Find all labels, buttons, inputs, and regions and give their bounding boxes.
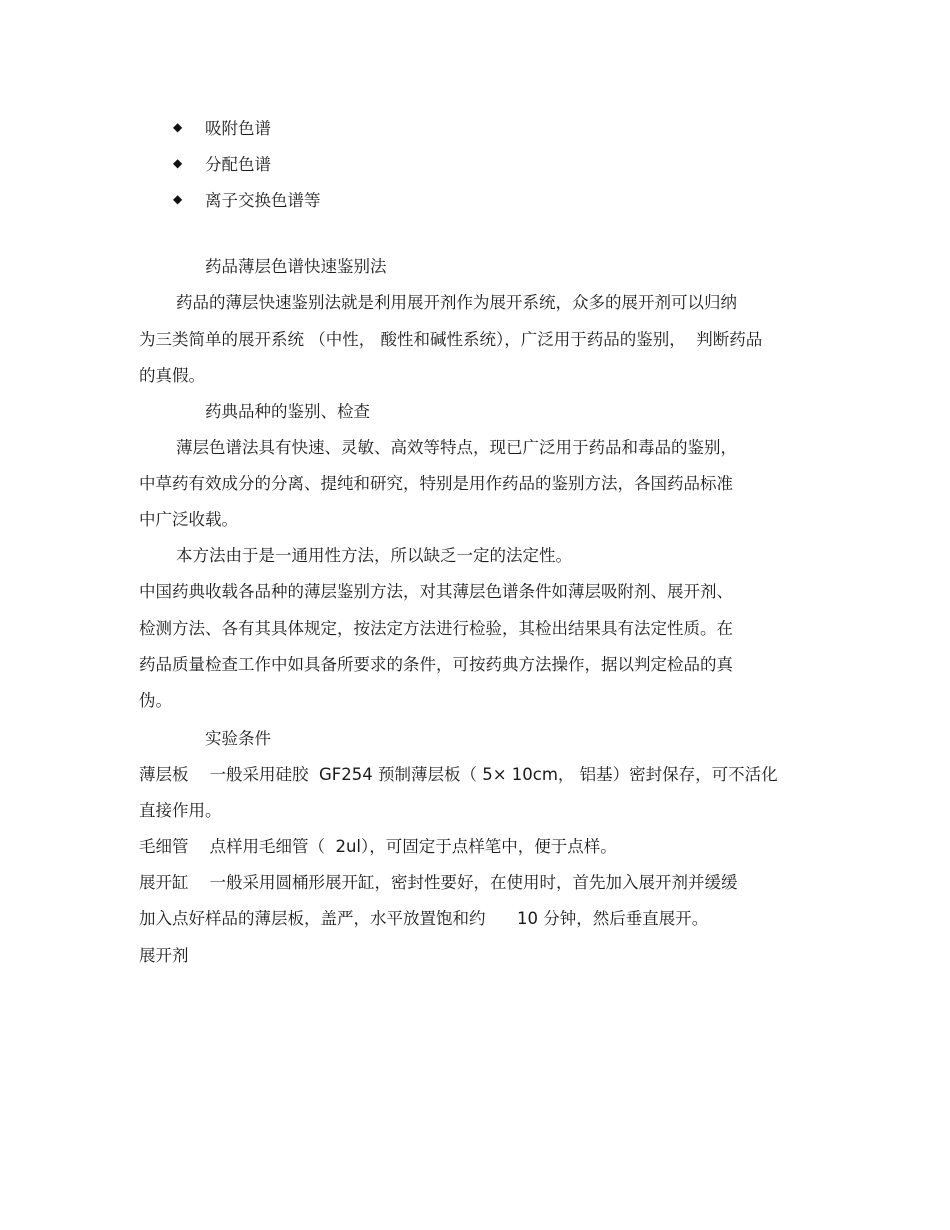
paragraph-line: 中广泛收载。	[139, 510, 238, 529]
section-heading: 药品薄层色谱快速鉴别法	[205, 257, 387, 276]
paragraph-line: 为三类简单的展开系统 （中性， 酸性和碱性系统），广泛用于药品的鉴别， 判断药品	[139, 330, 763, 349]
bullet-item	[173, 189, 321, 209]
paragraph-line: 中草药有效成分的分离、提纯和研究，特别是用作药品的鉴别方法，各国药品标准	[139, 474, 733, 493]
paragraph-line: 药品的薄层快速鉴别法就是利用展开剂作为展开系统，众多的展开剂可以归纳	[176, 293, 737, 312]
paragraph-line: 中国药典收载各品种的薄层鉴别方法，对其薄层色谱条件如薄层吸附剂、展开剂、	[139, 582, 733, 601]
bullet-text: 离子交换色谱等	[205, 191, 321, 210]
paragraph-line: 检测方法、各有其具体规定，按法定方法进行检验，其检出结果具有法定性质。在	[139, 619, 733, 638]
paragraph-line: 展开剂	[139, 946, 189, 965]
bullet-text: 吸附色谱	[205, 119, 271, 138]
section-heading: 药典品种的鉴别、检查	[205, 402, 370, 421]
paragraph-line: 展开缸 一般采用圆桶形展开缸，密封性要好，在使用时，首先加入展开剂并缓缓	[139, 873, 738, 892]
paragraph-line: 加入点好样品的薄层板，盖严，水平放置饱和约 10 分钟，然后垂直展开。	[139, 909, 709, 928]
paragraph-line: 药品质量检查工作中如具备所要求的条件，可按药典方法操作，据以判定检品的真	[139, 655, 733, 674]
bullet-item	[173, 117, 271, 137]
diamond-bullet-icon: ◆	[173, 156, 183, 170]
paragraph-line: 的真假。	[139, 366, 205, 385]
bullet-text: 分配色谱	[205, 155, 271, 174]
section-heading: 实验条件	[205, 729, 271, 748]
paragraph-line: 本方法由于是一通用性方法，所以缺乏一定的法定性。	[176, 546, 572, 565]
paragraph-line: 伪。	[139, 691, 172, 710]
paragraph-line: 毛细管 点样用毛细管（ 2ul），可固定于点样笔中，便于点样。	[139, 837, 617, 856]
diamond-bullet-icon: ◆	[173, 120, 183, 134]
paragraph-line: 薄层色谱法具有快速、灵敏、高效等特点，现已广泛用于药品和毒品的鉴别，	[176, 438, 737, 457]
bullet-item	[173, 153, 271, 173]
paragraph-line: 薄层板 一般采用硅胶 GF254 预制薄层板（ 5× 10cm， 铝基）密封保存，可不活化	[139, 765, 778, 784]
diamond-bullet-icon: ◆	[173, 192, 183, 206]
paragraph-line: 直接作用。	[139, 801, 222, 820]
